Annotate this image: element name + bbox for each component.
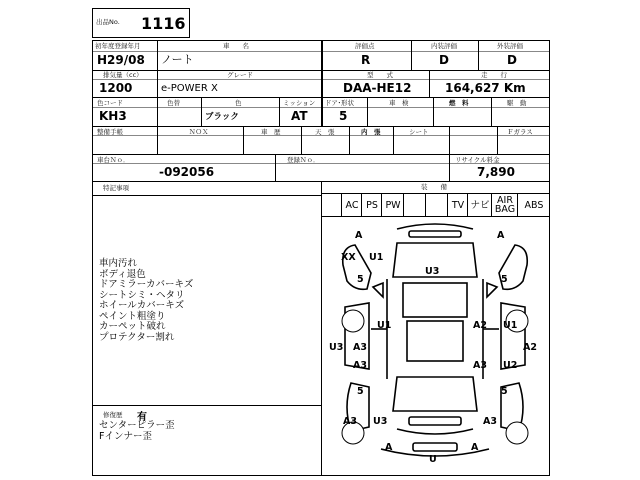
score-value: R	[361, 53, 371, 67]
equipment-abs: ABS	[517, 194, 550, 216]
chassis-value: -092056	[159, 165, 215, 179]
damage-mark: U3	[425, 266, 440, 277]
repair-label: 修復歴	[103, 411, 123, 419]
history-label: 車 歴	[261, 128, 281, 136]
list-item: センターピラー歪	[99, 420, 175, 431]
chassis-label: 車台Ｎｏ．	[97, 156, 130, 164]
equipment-tv: TV	[447, 194, 468, 216]
remarks-list	[99, 259, 193, 343]
damage-mark: U3	[373, 416, 388, 427]
equipment-navi: ナビ	[467, 194, 492, 216]
recycle-value: 7,890	[477, 165, 515, 179]
equipment-ps: PS	[361, 194, 382, 216]
color-value: ブラック	[205, 112, 239, 122]
exterior-grade-label: 外装評価	[497, 42, 523, 50]
list-item: ドアミラーカバーキズ	[99, 279, 194, 290]
reg-date-value: H29/08	[97, 53, 145, 67]
repair-value: 有	[137, 412, 147, 423]
damage-mark: U1	[377, 320, 392, 331]
appraisal-sheet	[92, 40, 550, 476]
color-change-label: 色替	[167, 99, 180, 107]
reg-date-label: 初年度登録年月	[95, 42, 141, 50]
transmission-label: ミッション	[283, 99, 316, 107]
doors-value: 5	[339, 109, 348, 123]
equipment-blank-2	[425, 194, 448, 216]
repair-list	[99, 421, 175, 442]
lot-number: 1116	[141, 14, 186, 33]
equipment-blank-1	[403, 194, 426, 216]
list-item: プロテクター割れ	[99, 331, 175, 343]
model-label: 型 式	[367, 71, 393, 79]
list-item: シートシミ・ヘタリ	[99, 289, 185, 301]
damage-mark: A3	[353, 342, 367, 353]
equipment-label: 装 備	[421, 183, 447, 191]
damage-mark: A2	[523, 342, 537, 353]
displacement-value: 1200	[99, 81, 133, 95]
damage-mark: U3	[329, 342, 344, 353]
damage-mark: A3	[353, 360, 367, 371]
damage-mark: 5	[357, 274, 364, 285]
doors-label: ドア･形状	[325, 99, 355, 107]
damage-mark: 5	[501, 386, 508, 397]
displacement-label: 排気量（cc）	[103, 71, 143, 79]
lot-number-box	[92, 8, 190, 38]
damage-mark: U1	[369, 252, 384, 263]
damage-mark: A3	[483, 416, 497, 427]
damage-mark: XX	[341, 252, 356, 263]
inspection-label: 車 検	[389, 99, 409, 107]
list-item: ペイント粗塗り	[99, 310, 166, 322]
grade-value: e-POWER X	[161, 83, 218, 94]
interior-lining-label: 内 張	[361, 128, 381, 136]
drive-label: 駆 動	[507, 99, 527, 107]
damage-mark: A	[497, 230, 505, 241]
equipment-airbag: AIR BAG	[491, 194, 518, 216]
mileage-value: 164,627 Km	[445, 81, 526, 95]
list-item: Fインナー歪	[99, 430, 152, 442]
list-item: ボディ退色	[99, 268, 146, 280]
damage-mark: A2	[473, 320, 487, 331]
list-item: ホイールカバーキズ	[99, 300, 185, 311]
roof-label: 天 張	[315, 128, 335, 136]
damage-mark: A	[385, 442, 393, 453]
damage-mark: 5	[357, 386, 364, 397]
damage-mark: 5	[501, 274, 508, 285]
nox-label: ＮＯＸ	[189, 128, 209, 136]
damage-mark: A	[471, 442, 479, 453]
interior-grade-label: 内装評価	[431, 42, 457, 50]
damage-mark: A	[355, 230, 363, 241]
mileage-label: 走 行	[481, 71, 507, 79]
exterior-grade-value: D	[507, 53, 517, 67]
seat-label: シート	[409, 128, 429, 136]
car-name-value: ノート	[161, 53, 194, 66]
damage-mark: U1	[503, 320, 518, 331]
manual-label: 整備手帳	[97, 128, 123, 136]
regno-label: 登録Ｎｏ．	[287, 156, 320, 164]
list-item: 車内汚れ	[99, 258, 138, 269]
car-name-label: 車 名	[223, 42, 249, 50]
damage-mark: U2	[503, 360, 518, 371]
remarks-label: 特記事項	[103, 184, 129, 192]
damage-mark: U	[429, 454, 437, 465]
recycle-label: リサイクル料金	[455, 156, 500, 164]
glass-label: Ｆガラス	[507, 128, 533, 136]
color-code-label: 色コード	[97, 99, 123, 107]
list-item: カーペット破れ	[99, 321, 166, 332]
lot-number-label: 出品No.	[96, 18, 120, 26]
fuel-label: 燃 料	[449, 99, 469, 107]
interior-grade-value: D	[439, 53, 449, 67]
model-value: DAA-HE12	[343, 81, 412, 95]
damage-mark: A3	[473, 360, 487, 371]
grade-label: グレード	[227, 71, 253, 79]
color-label: 色	[235, 99, 242, 107]
equipment-ac: AC	[341, 194, 362, 216]
equipment-row	[321, 193, 549, 217]
color-code-value: KH3	[99, 109, 127, 123]
transmission-value: AT	[291, 109, 308, 123]
equipment-pw: PW	[381, 194, 404, 216]
score-label: 評価点	[355, 42, 375, 50]
damage-mark: A3	[343, 416, 357, 427]
